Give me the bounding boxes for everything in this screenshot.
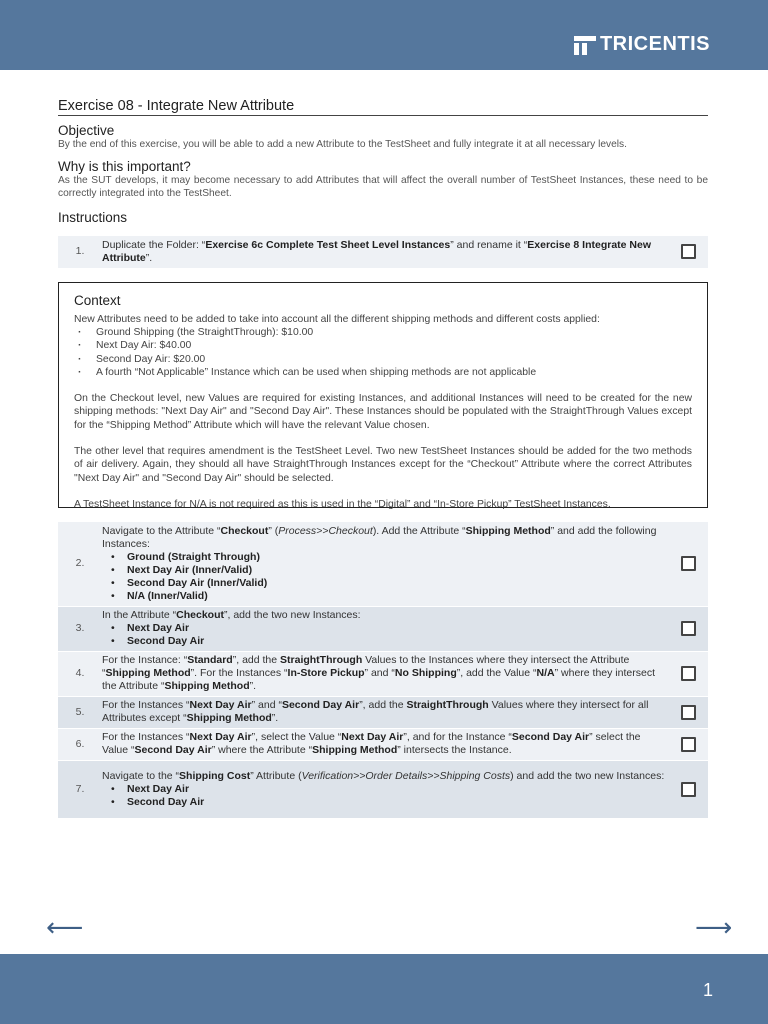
text-span: Navigate to the “ <box>102 769 180 782</box>
list-item: • Second Day Air <box>102 635 668 648</box>
bold-span: Shipping Method <box>164 680 250 693</box>
step-text <box>102 651 668 696</box>
footer-bar <box>0 954 768 1024</box>
bold-span: Shipping Method <box>312 744 398 757</box>
text-span: ”. <box>145 251 153 264</box>
text-span: Navigate to the Attribute “ <box>102 524 221 537</box>
step-number: 5. <box>75 705 85 718</box>
step-text <box>102 522 668 606</box>
step-5-checkbox[interactable] <box>681 705 696 720</box>
context-paragraph: On the Checkout level, new Values are required for existing Instances, and additional Instances will need to be created for the new shipping methods: "Next Day Air" and "Second Day Air". These Instances should be populated with the StraightThrough Values except for the “Shipping Method” Attribute which will have the relevant Value chosen. <box>74 393 692 431</box>
step-number: 2. <box>75 557 85 570</box>
list-item: • Second Day Air <box>102 796 668 809</box>
prev-page-arrow-icon[interactable]: ⟵ <box>46 913 84 943</box>
text-span: ” where they intersect the Attribute “ <box>102 667 655 693</box>
bold-span: Next Day Air <box>189 699 252 712</box>
text-span: ”, and for the Instance “ <box>403 731 512 744</box>
instance-list <box>102 783 668 809</box>
text-span: ” ( <box>268 524 279 537</box>
list-item: • Second Day Air (Inner/Valid) <box>102 577 668 590</box>
list-item: · Next Day Air: $40.00 <box>74 339 692 352</box>
text-span: Duplicate the Folder: “ <box>102 238 206 251</box>
text-span: Values to the Instances where they intersect the Attribute “ <box>102 654 630 680</box>
step-row-5 <box>58 697 708 729</box>
step-1-checkbox[interactable] <box>681 244 696 259</box>
text-span: ” and rename it “ <box>450 238 528 251</box>
list-item: · Ground Shipping (the StraightThrough): $10.00 <box>74 326 692 339</box>
text-span: ” and “ <box>251 699 282 712</box>
bold-span: Next Day Air <box>189 731 252 744</box>
bold-span: Checkout <box>176 609 224 622</box>
text-span: For the Instances “ <box>102 699 190 712</box>
context-box <box>58 282 708 508</box>
step-number: 3. <box>75 622 85 635</box>
step-text <box>102 728 668 760</box>
bold-span: In-Store Pickup <box>287 667 365 680</box>
step-2-checkbox[interactable] <box>681 556 696 571</box>
step-row-7 <box>58 761 708 819</box>
bold-span: Shipping Method <box>186 712 272 725</box>
text-span: ” Attribute ( <box>250 769 302 782</box>
text-span: ”, add the two new Instances: <box>223 609 361 622</box>
text-span: ” and add the following Instances: <box>102 524 657 550</box>
bold-span: Next Day Air <box>341 731 404 744</box>
bold-span: Shipping Method <box>465 524 551 537</box>
header-bar <box>0 0 768 70</box>
bold-span: Shipping Cost <box>179 769 251 782</box>
context-title: Context <box>74 292 121 308</box>
tricentis-logo-icon <box>574 33 596 55</box>
step-number: 4. <box>75 667 85 680</box>
text-span: ”, select the Value “ <box>251 731 342 744</box>
text-span: In the Attribute “ <box>102 609 177 622</box>
step-7-checkbox[interactable] <box>681 782 696 797</box>
text-span: For the Instances “ <box>102 731 190 744</box>
step-number: 6. <box>75 737 85 750</box>
text-span: Values where they intersect for all Attributes except “ <box>102 699 649 725</box>
text-span: For the Instance: “ <box>102 654 188 667</box>
step-text <box>102 696 668 728</box>
steps-table <box>58 522 708 819</box>
step-row-4 <box>58 652 708 697</box>
text-span: ” and “ <box>364 667 395 680</box>
context-paragraph: A TestSheet Instance for N/A is not required as this is used in the “Digital” and “In-Store Pickup” TestSheet Instances. <box>74 498 611 510</box>
text-span: ” where the Attribute “ <box>211 744 313 757</box>
instructions-heading: Instructions <box>58 209 128 225</box>
list-item: • Next Day Air (Inner/Valid) <box>102 564 668 577</box>
bold-span: N/A <box>536 667 555 680</box>
step-row-6 <box>58 729 708 761</box>
page-content <box>58 98 708 819</box>
list-item: · Second Day Air: $20.00 <box>74 353 692 366</box>
step-number: 7. <box>75 782 85 795</box>
list-item: • Next Day Air <box>102 783 668 796</box>
bold-span: No Shipping <box>394 667 457 680</box>
step-text <box>102 606 668 651</box>
objective-text: By the end of this exercise, you will be able to add a new Attribute to the TestSheet and fully integrate it at all necessary levels. <box>58 139 627 150</box>
next-page-arrow-icon[interactable]: ⟶ <box>695 913 733 943</box>
bold-span: Second Day Air <box>281 699 360 712</box>
bold-span: Standard <box>187 654 233 667</box>
step-6-checkbox[interactable] <box>681 737 696 752</box>
text-span: ”, add the Value “ <box>456 667 537 680</box>
list-item: • Next Day Air <box>102 622 668 635</box>
why-text: As the SUT develops, it may become necessary to add Attributes that will affect the overall number of TestSheet Instances, these need to be correctly integrated into the TestSheet. <box>58 175 708 200</box>
bold-span: Checkout <box>220 524 269 537</box>
objective-heading: Objective <box>58 123 115 138</box>
bold-span: Second Day Air <box>134 744 212 757</box>
text-span: ). Add the Attribute “ <box>372 524 466 537</box>
bold-span: StraightThrough <box>280 654 363 667</box>
bold-span: Exercise 8 Integrate New Attribute <box>102 238 652 264</box>
exercise-title: Exercise 08 - Integrate New Attribute <box>58 98 708 116</box>
context-intro: New Attributes need to be added to take into account all the different shipping methods and different costs applied: <box>74 313 600 325</box>
context-paragraph: The other level that requires amendment is the TestSheet Level. Two new TestSheet Instances should be added for the two methods of air delivery. Again, they should all have StraightThrough Instances except for the “Checkout” Attribute where the correct Attributes "Next Day Air" and "Second Day Air" should be selected. <box>74 445 692 484</box>
step-row-1 <box>58 236 708 268</box>
page-number: 1 <box>702 980 713 1000</box>
italic-span: Verification>>Order Details>>Shipping Costs <box>301 769 511 782</box>
step-4-checkbox[interactable] <box>681 666 696 681</box>
italic-span: Process>>Checkout <box>278 524 373 537</box>
step-3-checkbox[interactable] <box>681 621 696 636</box>
instance-list <box>102 622 668 648</box>
text-span: ”, add the <box>232 654 281 667</box>
bold-span: Exercise 6c Complete Test Sheet Level Instances <box>205 238 451 251</box>
bold-span: Second Day Air <box>511 731 590 744</box>
step-text <box>102 767 668 812</box>
logo-text: TRICENTIS <box>599 33 710 55</box>
bold-span: StraightThrough <box>406 699 489 712</box>
list-item: • Ground (Straight Through) <box>102 551 668 564</box>
context-list <box>74 326 692 379</box>
text-span: ”. For the Instances “ <box>190 667 288 680</box>
instance-list <box>102 551 668 603</box>
tricentis-logo[interactable] <box>574 31 710 57</box>
step-text <box>102 236 668 268</box>
step-number: 1. <box>75 245 85 258</box>
text-span: ) and add the two new Instances: <box>510 769 665 782</box>
list-item: · A fourth “Not Applicable” Instance which can be used when shipping methods are not applicable <box>74 366 692 379</box>
text-span: ” select the Value “ <box>102 731 641 757</box>
text-span: ”. <box>249 680 257 693</box>
list-item: • N/A (Inner/Valid) <box>102 590 668 603</box>
text-span: ”. <box>271 712 279 725</box>
why-heading: Why is this important? <box>58 159 191 175</box>
step-row-2 <box>58 522 708 607</box>
text-span: ” intersects the Instance. <box>397 744 512 757</box>
step-row-3 <box>58 607 708 652</box>
bold-span: Shipping Method <box>105 667 191 680</box>
text-span: ”, add the <box>359 699 407 712</box>
